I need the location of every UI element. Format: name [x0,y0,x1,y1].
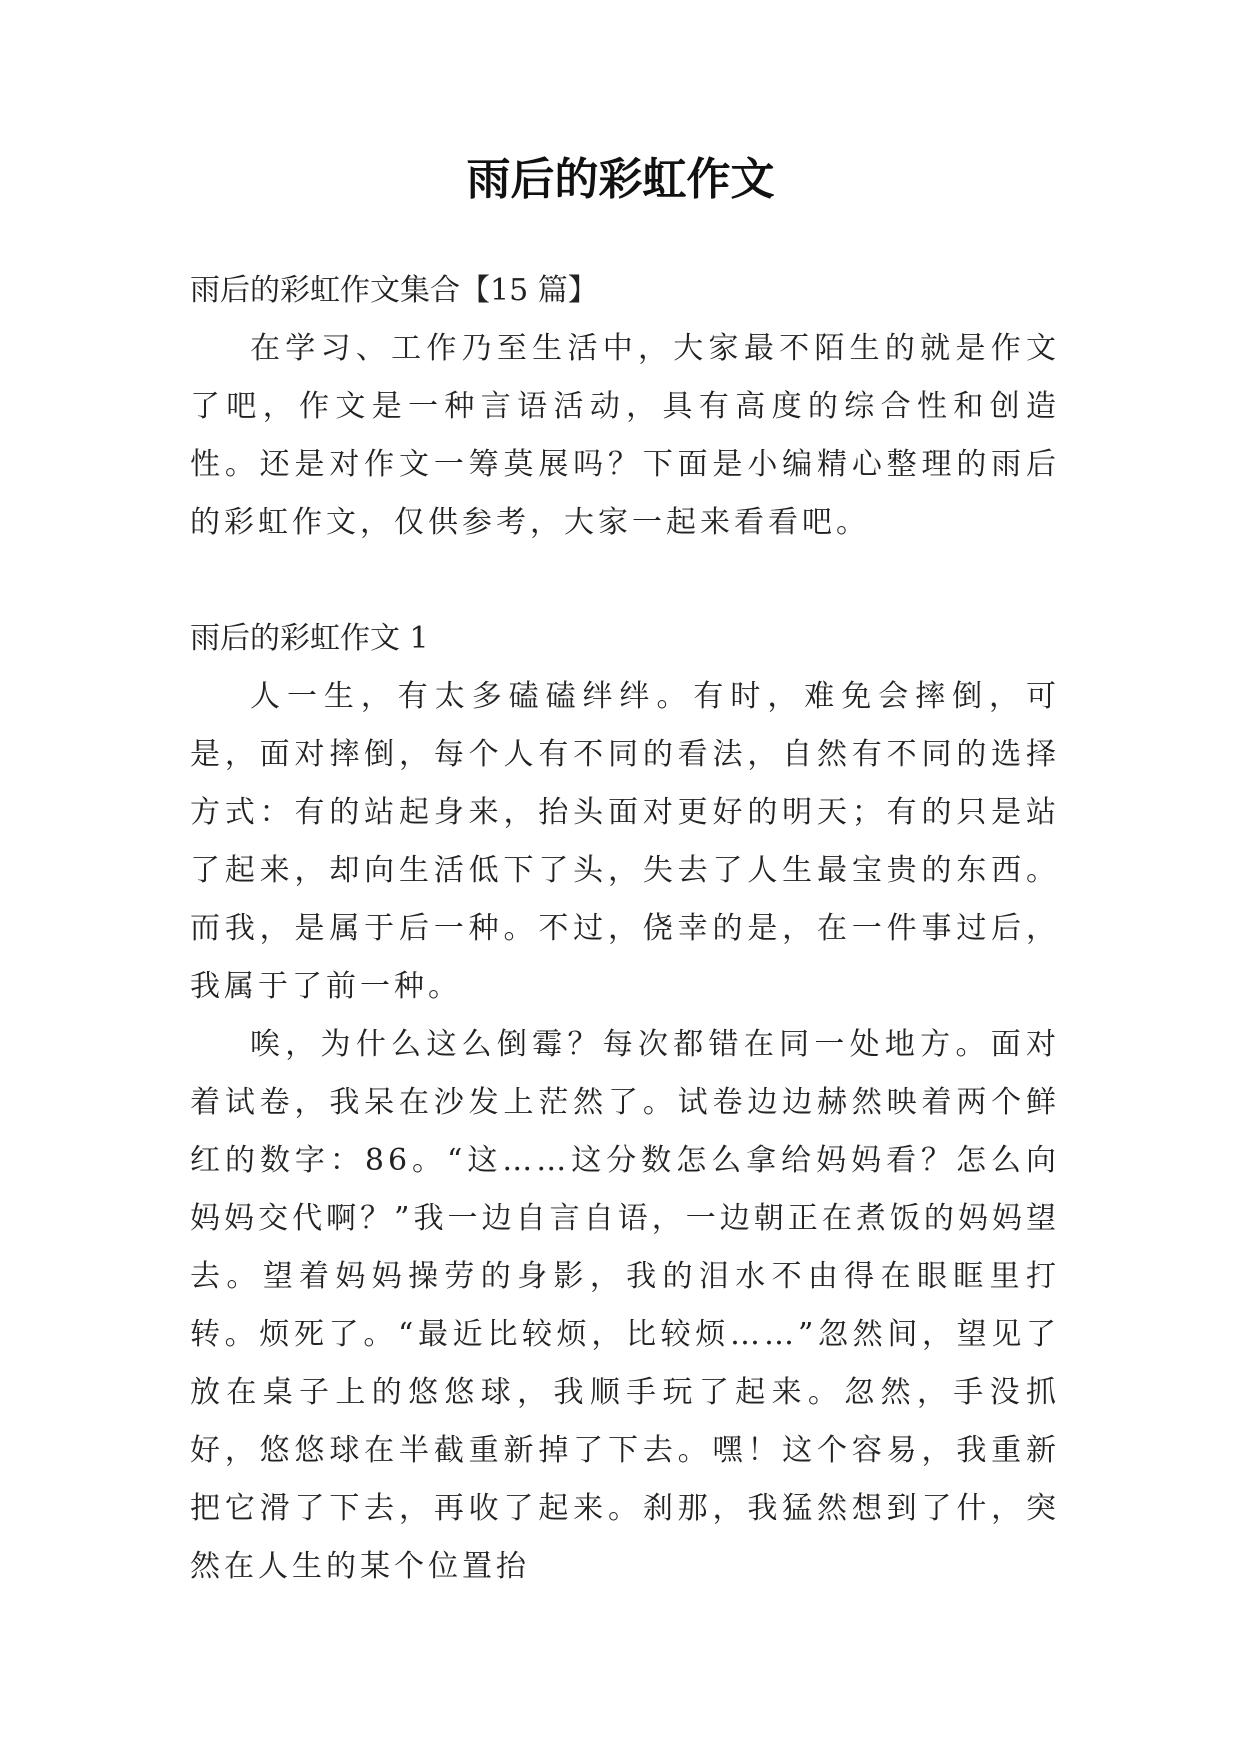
intro-paragraph: 在学习、工作乃至生活中，大家最不陌生的就是作文了吧，作文是一种言语活动，具有高度的综合性和创造性。还是对作文一筹莫展吗？下面是小编精心整理的雨后的彩虹作文，仅供参考，大家一起来看看吧。 [190,331,1060,540]
document-body [190,262,1060,1596]
body-paragraph: 人一生，有太多磕磕绊绊。有时，难免会摔倒，可是，面对摔倒，每个人有不同的看法，自然有不同的选择方式：有的站起身来，抬头面对更好的明天；有的只是站了起来，却向生活低下了头，失去了人生最宝贵的东西。而我，是属于后一种。不过，侥幸的是，在一件事过后，我属于了前一种。 [190,679,1060,1004]
body-paragraph: 唉，为什么这么倒霉？每次都错在同一处地方。面对着试卷，我呆在沙发上茫然了。试卷边边赫然映着两个鲜红的数字：86。“这……这分数怎么拿给妈妈看？怎么向妈妈交代啊？”我一边自言自语，一边朝正在煮饭的妈妈望去。望着妈妈操劳的身影，我的泪水不由得在眼眶里打转。烦死了。“最近比较烦，比较烦……”忽然间，望见了放在桌子上的悠悠球，我顺手玩了起来。忽然，手没抓好，悠悠球在半截重新掉了下去。嘿！这个容易，我重新把它滑了下去，再收了起来。刹那，我猛然想到了什，突然在人生的某个位置抬 [190,1027,1060,1584]
collection-heading: 雨后的彩虹作文集合【15 篇】 [190,273,598,308]
section-spacer [190,552,1060,610]
document-title: 雨后的彩虹作文 [466,154,775,205]
section-heading: 雨后的彩虹作文 1 [190,621,429,656]
